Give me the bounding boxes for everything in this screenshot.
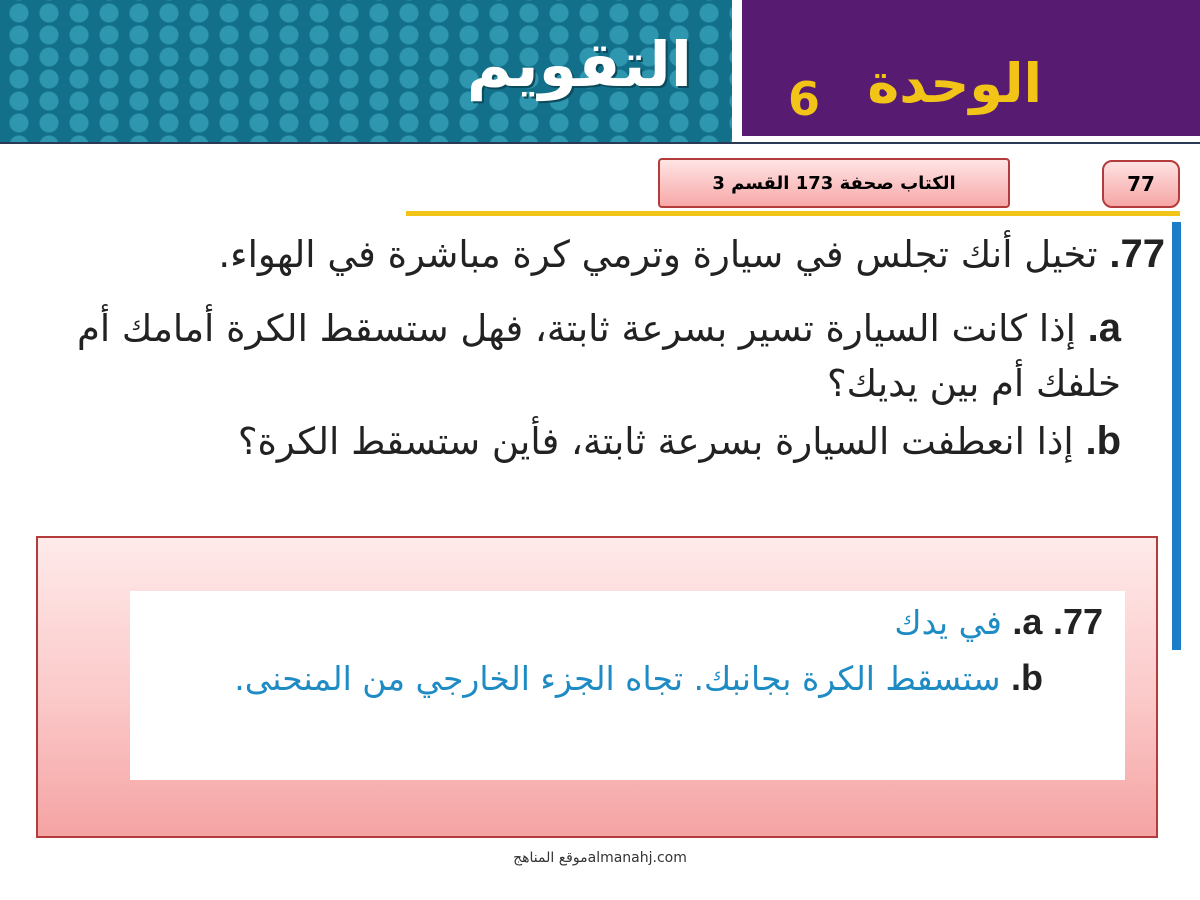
answer-text: في يدك [894, 603, 1002, 642]
question-number: 77. [1109, 232, 1165, 276]
unit-number: 6 [788, 72, 821, 126]
header-banner-teal [0, 0, 732, 142]
gold-divider [406, 211, 1180, 216]
page-title: التقويم [466, 28, 692, 101]
unit-label: الوحدة [867, 52, 1042, 115]
site-watermark: موقع المناهجalmanahj.com [513, 850, 687, 866]
part-label: b. [1085, 418, 1121, 463]
side-accent-bar [1172, 222, 1181, 650]
part-text: إذا انعطفت السيارة بسرعة ثابتة، فأين ستسقط الكرة؟ [237, 419, 1074, 463]
answer-card [130, 591, 1125, 780]
part-label: a. [1087, 306, 1121, 350]
answer-part-b [150, 651, 1103, 705]
question-block [40, 232, 1165, 464]
answer-text: ستسقط الكرة بجانبك. تجاه الجزء الخارجي من المنحنى. [234, 659, 1001, 698]
question-text: تخيل أنك تجلس في سيارة وترمي كرة مباشرة في الهواء. [218, 233, 1098, 276]
question-part-a [40, 299, 1165, 411]
answer-number: 77. [1052, 601, 1103, 642]
question-part-b [40, 419, 1165, 464]
answer-part-a [150, 601, 1103, 643]
part-text: إذا كانت السيارة تسير بسرعة ثابتة، فهل ستسقط الكرة أمامك أم خلفك أم بين يديك؟ [76, 307, 1121, 405]
question-stem [40, 232, 1165, 277]
header-underline [0, 142, 1200, 144]
banner-divider [732, 0, 742, 142]
answer-label: a. [1012, 601, 1043, 642]
question-number-badge: 77 [1102, 160, 1180, 208]
answer-label: b. [1010, 657, 1043, 698]
book-reference-box: الكتاب صحفة 173 القسم 3 [658, 158, 1010, 208]
header-banner-purple [742, 0, 1200, 136]
